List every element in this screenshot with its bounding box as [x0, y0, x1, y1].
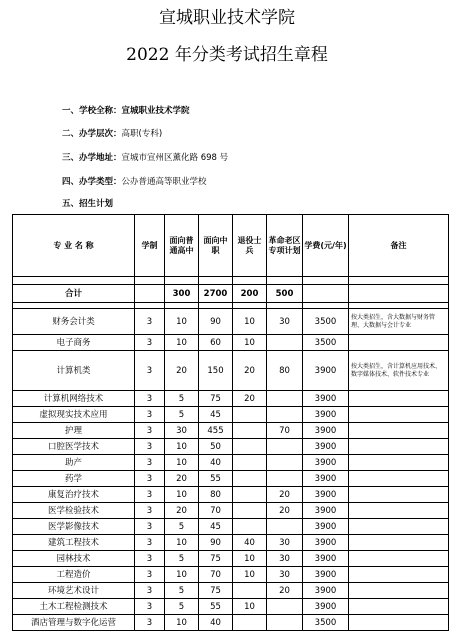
table-row — [13, 615, 449, 631]
table-row — [13, 423, 449, 439]
cell-veteran — [233, 455, 267, 471]
cell-years: 3 — [135, 309, 165, 335]
cell-tuition: 3900 — [303, 351, 349, 391]
cell-note — [349, 583, 449, 599]
cell-veteran — [233, 519, 267, 535]
cell-revolution — [267, 519, 303, 535]
cell-revolution — [267, 391, 303, 407]
info-line-address — [62, 153, 228, 164]
cell-tuition: 3900 — [303, 423, 349, 439]
school-title: 宣城职业技术学院 — [159, 8, 295, 28]
cell-general: 5 — [165, 391, 199, 407]
cell-tuition: 3900 — [303, 583, 349, 599]
cell-veteran: 10 — [233, 567, 267, 583]
cell-years: 3 — [135, 567, 165, 583]
cell-vocational: 75 — [199, 583, 233, 599]
cell-years: 3 — [135, 351, 165, 391]
cell-years: 3 — [135, 487, 165, 503]
total-revolution: 500 — [267, 285, 303, 303]
info-line-level — [62, 129, 162, 140]
cell-major: 计算机网络技术 — [13, 391, 135, 407]
table-row — [13, 519, 449, 535]
cell-vocational: 90 — [199, 309, 233, 335]
cell-major: 工程造价 — [13, 567, 135, 583]
cell-note: 按大类招生，含大数据与财务管理、大数据与会计专业 — [349, 309, 449, 335]
cell-major: 财务会计类 — [13, 309, 135, 335]
cell-veteran: 20 — [233, 351, 267, 391]
info-label: 二、办学层次： — [62, 129, 122, 139]
table-row — [13, 471, 449, 487]
cell-revolution — [267, 471, 303, 487]
header-revolution: 革命老区专项计划 — [267, 215, 303, 277]
table-row — [13, 407, 449, 423]
header-veteran: 退役士兵 — [233, 215, 267, 277]
header-note: 备注 — [349, 215, 449, 277]
cell-years: 3 — [135, 615, 165, 631]
info-value: 宣城职业技术学院 — [121, 106, 190, 116]
cell-veteran: 10 — [233, 309, 267, 335]
cell-general: 5 — [165, 551, 199, 567]
cell-major: 药学 — [13, 471, 135, 487]
cell-tuition: 3500 — [303, 309, 349, 335]
cell-general: 10 — [165, 439, 199, 455]
cell-general: 5 — [165, 599, 199, 615]
cell-tuition: 3900 — [303, 599, 349, 615]
table-header-row — [13, 215, 449, 277]
cell-general: 20 — [165, 503, 199, 519]
cell-note — [349, 407, 449, 423]
cell-revolution: 20 — [267, 583, 303, 599]
cell-veteran — [233, 423, 267, 439]
cell-tuition: 3900 — [303, 391, 349, 407]
table-row — [13, 351, 449, 391]
cell-note — [349, 487, 449, 503]
info-label: 一、学校全称： — [62, 106, 122, 116]
cell-note — [349, 519, 449, 535]
cell-tuition: 3900 — [303, 407, 349, 423]
cell-major: 计算机类 — [13, 351, 135, 391]
cell-major: 土木工程检测技术 — [13, 599, 135, 615]
cell-revolution — [267, 599, 303, 615]
cell-major: 酒店管理与数字化运营 — [13, 615, 135, 631]
cell-revolution: 80 — [267, 351, 303, 391]
table-row — [13, 551, 449, 567]
header-years: 学制 — [135, 215, 165, 277]
cell-tuition: 3900 — [303, 439, 349, 455]
cell-veteran — [233, 503, 267, 519]
cell-vocational: 70 — [199, 503, 233, 519]
cell-general: 10 — [165, 487, 199, 503]
cell-revolution — [267, 455, 303, 471]
cell-note — [349, 439, 449, 455]
info-value: 宣城市宣州区薰化路 698 号 — [121, 153, 229, 163]
cell-revolution: 30 — [267, 551, 303, 567]
cell-years: 3 — [135, 455, 165, 471]
cell-general: 20 — [165, 471, 199, 487]
cell-veteran: 10 — [233, 551, 267, 567]
cell-general: 10 — [165, 535, 199, 551]
cell-general: 5 — [165, 583, 199, 599]
cell-tuition: 3900 — [303, 471, 349, 487]
cell-major: 助产 — [13, 455, 135, 471]
cell-general: 10 — [165, 335, 199, 351]
cell-general: 10 — [165, 567, 199, 583]
info-line-plan — [62, 199, 113, 210]
cell-note — [349, 391, 449, 407]
info-line-name — [62, 106, 190, 117]
cell-years: 3 — [135, 391, 165, 407]
total-label: 合计 — [13, 285, 135, 303]
cell-years: 3 — [135, 519, 165, 535]
cell-tuition: 3900 — [303, 567, 349, 583]
table-row — [13, 309, 449, 335]
cell-veteran — [233, 407, 267, 423]
spacer-row — [13, 277, 449, 285]
cell-major: 建筑工程技术 — [13, 535, 135, 551]
cell-vocational: 45 — [199, 519, 233, 535]
cell-vocational: 60 — [199, 335, 233, 351]
cell-tuition: 3900 — [303, 551, 349, 567]
cell-major: 虚拟现实技术应用 — [13, 407, 135, 423]
cell-years: 3 — [135, 471, 165, 487]
info-label: 五、招生计划 — [62, 199, 114, 209]
cell-note — [349, 471, 449, 487]
cell-note: 按大类招生，含计算机应用技术、数字媒体技术、软件技术专业 — [349, 351, 449, 391]
total-vocational: 2700 — [199, 285, 233, 303]
header-vocational: 面向中职 — [199, 215, 233, 277]
cell-years: 3 — [135, 599, 165, 615]
cell-general: 20 — [165, 351, 199, 391]
info-label: 三、办学地址： — [62, 153, 122, 163]
cell-vocational: 90 — [199, 535, 233, 551]
table-row — [13, 487, 449, 503]
cell-general: 5 — [165, 407, 199, 423]
cell-vocational: 55 — [199, 599, 233, 615]
cell-veteran: 20 — [233, 391, 267, 407]
table-row — [13, 455, 449, 471]
cell-note — [349, 455, 449, 471]
cell-revolution — [267, 407, 303, 423]
cell-veteran: 40 — [233, 535, 267, 551]
total-row — [13, 285, 449, 303]
table-row — [13, 567, 449, 583]
cell-years: 3 — [135, 551, 165, 567]
cell-years: 3 — [135, 583, 165, 599]
cell-vocational: 40 — [199, 455, 233, 471]
cell-revolution: 30 — [267, 567, 303, 583]
cell-major: 电子商务 — [13, 335, 135, 351]
cell-general: 10 — [165, 615, 199, 631]
cell-revolution — [267, 615, 303, 631]
cell-vocational: 75 — [199, 551, 233, 567]
cell-major: 园林技术 — [13, 551, 135, 567]
cell-vocational: 45 — [199, 407, 233, 423]
cell-major: 口腔医学技术 — [13, 439, 135, 455]
cell-note — [349, 503, 449, 519]
cell-veteran — [233, 615, 267, 631]
table-row — [13, 503, 449, 519]
cell-vocational: 70 — [199, 567, 233, 583]
cell-note — [349, 551, 449, 567]
enrollment-plan-table — [12, 214, 449, 631]
cell-note — [349, 599, 449, 615]
info-line-type — [62, 177, 207, 188]
cell-major: 医学影像技术 — [13, 519, 135, 535]
header-major: 专 业 名 称 — [13, 215, 135, 277]
cell-note — [349, 335, 449, 351]
cell-major: 康复治疗技术 — [13, 487, 135, 503]
table-row — [13, 535, 449, 551]
cell-revolution: 30 — [267, 535, 303, 551]
cell-vocational: 455 — [199, 423, 233, 439]
charter-title: 2022 年分类考试招生章程 — [126, 45, 328, 65]
info-value: 公办普通高等职业学校 — [121, 177, 207, 187]
cell-vocational: 150 — [199, 351, 233, 391]
cell-note — [349, 567, 449, 583]
cell-tuition: 3900 — [303, 519, 349, 535]
cell-years: 3 — [135, 407, 165, 423]
cell-tuition: 3500 — [303, 615, 349, 631]
table-row — [13, 391, 449, 407]
cell-revolution: 30 — [267, 309, 303, 335]
cell-vocational: 50 — [199, 439, 233, 455]
cell-revolution: 20 — [267, 503, 303, 519]
cell-revolution — [267, 335, 303, 351]
cell-vocational: 40 — [199, 615, 233, 631]
info-value: 高职(专科) — [121, 129, 163, 139]
cell-tuition: 3500 — [303, 335, 349, 351]
cell-veteran: 10 — [233, 335, 267, 351]
cell-years: 3 — [135, 423, 165, 439]
cell-major: 护理 — [13, 423, 135, 439]
cell-revolution: 20 — [267, 487, 303, 503]
header-general: 面向普通高中 — [165, 215, 199, 277]
cell-years: 3 — [135, 503, 165, 519]
table-row — [13, 439, 449, 455]
cell-veteran — [233, 439, 267, 455]
cell-note — [349, 535, 449, 551]
cell-general: 30 — [165, 423, 199, 439]
cell-veteran — [233, 583, 267, 599]
cell-note — [349, 615, 449, 631]
cell-revolution: 70 — [267, 423, 303, 439]
cell-veteran — [233, 471, 267, 487]
header-tuition: 学费(元/年) — [303, 215, 349, 277]
cell-vocational: 55 — [199, 471, 233, 487]
cell-major: 医学检验技术 — [13, 503, 135, 519]
cell-years: 3 — [135, 535, 165, 551]
cell-tuition: 3900 — [303, 535, 349, 551]
table-row — [13, 583, 449, 599]
cell-vocational: 80 — [199, 487, 233, 503]
cell-years: 3 — [135, 439, 165, 455]
cell-tuition: 3900 — [303, 455, 349, 471]
cell-general: 10 — [165, 309, 199, 335]
total-general: 300 — [165, 285, 199, 303]
cell-major: 环境艺术设计 — [13, 583, 135, 599]
cell-revolution — [267, 439, 303, 455]
cell-veteran — [233, 487, 267, 503]
cell-years: 3 — [135, 335, 165, 351]
cell-general: 10 — [165, 455, 199, 471]
cell-tuition: 3900 — [303, 503, 349, 519]
table-row — [13, 335, 449, 351]
info-label: 四、办学类型： — [62, 177, 122, 187]
cell-vocational: 75 — [199, 391, 233, 407]
cell-note — [349, 423, 449, 439]
total-veteran: 200 — [233, 285, 267, 303]
cell-general: 5 — [165, 519, 199, 535]
table-row — [13, 599, 449, 615]
cell-tuition: 3900 — [303, 487, 349, 503]
cell-veteran: 10 — [233, 599, 267, 615]
